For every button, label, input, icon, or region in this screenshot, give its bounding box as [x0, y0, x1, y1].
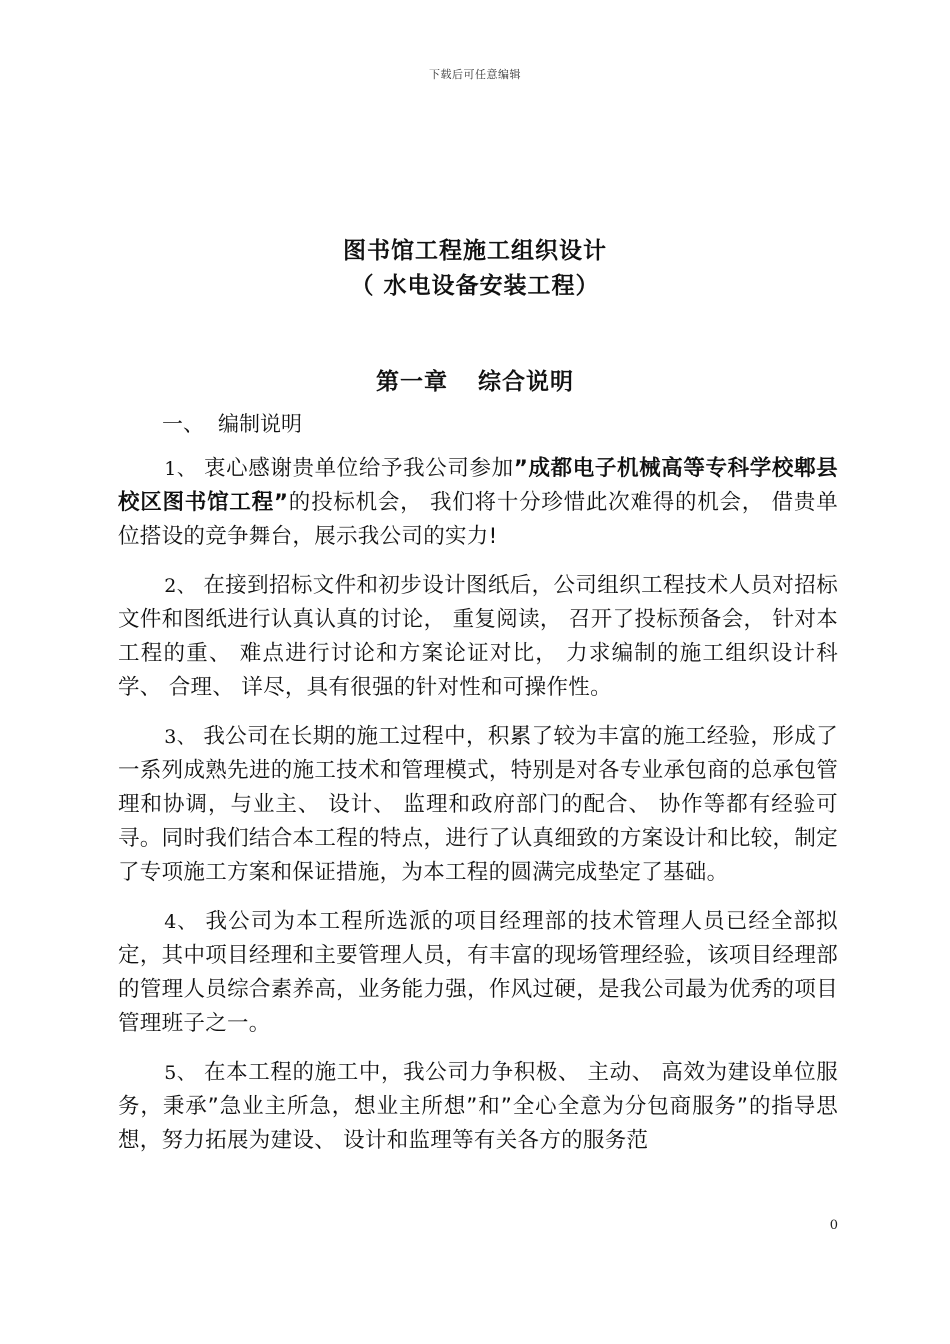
paragraph-number: 2、: [164, 575, 197, 597]
paragraph-number: 4、: [164, 911, 198, 933]
paragraph-3: [118, 720, 838, 890]
page-number: 0: [829, 1218, 838, 1233]
chapter-heading: [0, 363, 950, 396]
title-line-2: （ 水电设备安装工程）: [350, 273, 600, 299]
section-number: 一、: [162, 412, 204, 436]
title-line-1: 图书馆工程施工组织设计: [343, 238, 607, 264]
section-title: 编制说明: [218, 412, 302, 436]
paragraph-number: 1、: [164, 458, 197, 480]
paragraph-text: 的投标机会， 我们将十分珍惜此次难得的机会， 借贵单位搭设的竞争舞台，展示我公司的实力!: [118, 490, 838, 549]
chapter-name: 综合说明: [478, 369, 574, 395]
paragraph-text: 在接到招标文件和初步设计图纸后，公司组织工程技术人员对招标文件和图纸进行认真认真的讨论， 重复阅读， 召开了投标预备会， 针对本工程的重、 难点进行讨论和方案论证对比， 力求编制的施工组织设计科学、 合理、 详尽，具有很强的针对性和可操作性。: [118, 573, 838, 700]
paragraph-number: 5、: [164, 1062, 197, 1084]
document-title: [0, 234, 950, 304]
paragraph-1: [118, 452, 838, 554]
section-heading: [162, 408, 302, 440]
paragraph-text: 在本工程的施工中，我公司力争积极、 主动、 高效为建设单位服务，秉承”急业主所急，想业主所想”和”全心全意为分包商服务”的指导思想，努力拓展为建设、 设计和监理等有关各方的服务范: [118, 1060, 838, 1153]
paragraph-5: [118, 1056, 838, 1158]
paragraph-2: [118, 569, 838, 705]
paragraph-text: 我公司在长期的施工过程中，积累了较为丰富的施工经验，形成了一系列成熟先进的施工技术和管理模式，特别是对各专业承包商的总承包管理和协调，与业主、 设计、 监理和政府部门的配合、 协作等都有经验可寻。同时我们结合本工程的特点，进行了认真细致的方案设计和比较，制定了专项施工方案和保证措施，为本工程的圆满完成垫定了基础。: [118, 724, 838, 885]
header-note: 下载后可任意编辑: [429, 68, 521, 81]
project-name: ”成都电子机械高等专科学校郫县校区图书馆工程”: [118, 456, 838, 515]
paragraph-text: 我公司为本工程所选派的项目经理部的技术管理人员已经全部拟定，其中项目经理和主要管理人员，有丰富的现场管理经验，该项目经理部的管理人员综合素养高，业务能力强，作风过硬，是我公司最为优秀的项目管理班子之一。: [118, 909, 838, 1036]
chapter-number: 第一章: [376, 369, 448, 395]
paragraph-text: 衷心感谢贵单位给予我公司参加: [196, 456, 514, 481]
paragraph-4: [118, 905, 838, 1041]
document-body: [118, 452, 838, 1173]
paragraph-number: 3、: [164, 726, 197, 748]
